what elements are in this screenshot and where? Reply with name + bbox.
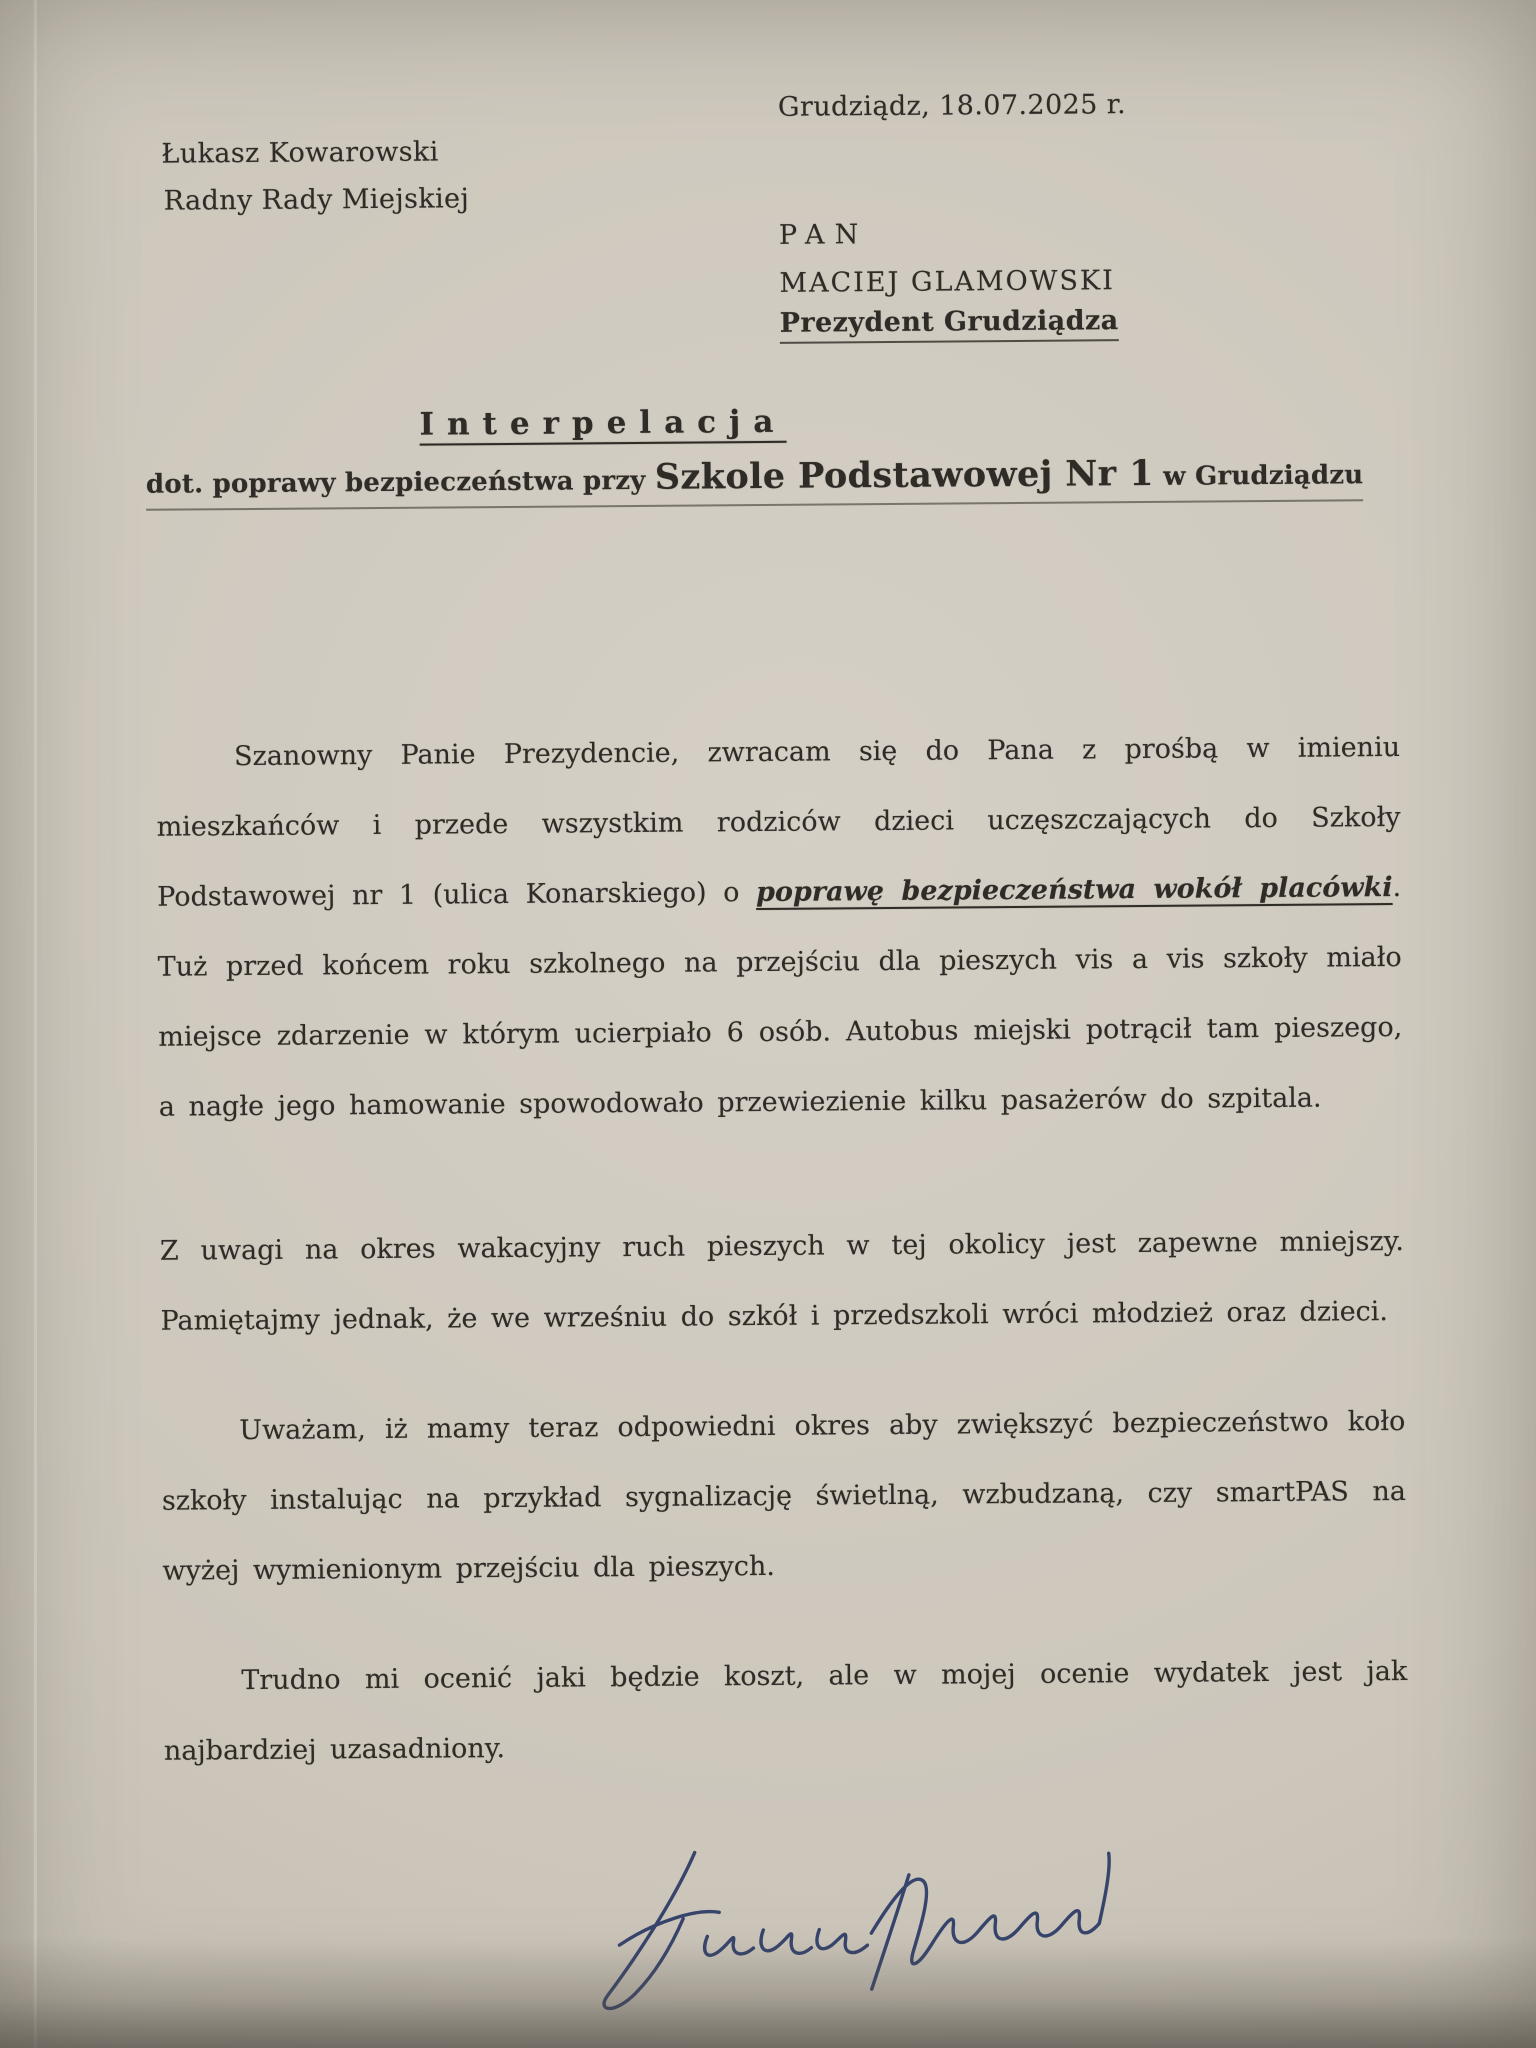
- letter-title: Interpelacja: [419, 403, 787, 443]
- letter-body: [156, 713, 1408, 1787]
- paragraph-3: Uważam, iż mamy teraz odpowiedni okres aby zwiększyć bezpieczeństwo koło szkoły instalując na przykład sygnalizację świetlną, wzbudzaną, czy smartPAS na wyżej wymienionym przejściu dla pieszych.: [161, 1405, 1407, 1587]
- letter-subject: [145, 452, 1364, 511]
- recipient-salutation: PAN: [778, 219, 869, 251]
- subject-suffix: w Grudziądzu: [1153, 460, 1364, 492]
- subject-prefix: dot. poprawy bezpieczeństwa przy: [145, 465, 655, 500]
- paragraph-1-emphasis: poprawę bezpieczeństwa wokół placówki: [755, 872, 1393, 909]
- sender-title: Radny Rady Miejskiej: [163, 183, 470, 217]
- paragraph-1-text-after: . Tuż przed końcem roku szkolnego na przejściu dla pieszych vis a vis szkoły miało miejsce zdarzenie w którym ucierpiało 6 osób. Autobus miejski potrącił tam pieszego, a nagłe jego hamowanie spowodowało przewiezienie kilku pasażerów do szpitala.: [157, 871, 1403, 1123]
- paragraph-4: Trudno mi ocenić jaki będzie koszt, ale w mojej ocenie wydatek jest jak najbardziej uzasadniony.: [163, 1655, 1408, 1767]
- recipient-title: Prezydent Grudziądza: [780, 305, 1119, 344]
- paragraph-2: Z uwagi na okres wakacyjny ruch pieszych w tej okolicy jest zapewne mniejszy. Pamiętajmy jednak, że we wrześniu do szkół i przedszkoli wróci młodzież oraz dzieci.: [159, 1225, 1405, 1337]
- paper-edge-line: [33, 0, 37, 2048]
- handwritten-signature: [561, 1819, 1143, 2044]
- paragraph-1-text: Szanowny Panie Prezydencie, zwracam się do Pana z prośbą w imieniu mieszkańców i przede wszystkim rodziców dzieci uczęszczających do Szkoły Podstawowej nr 1 (ulica Konarskiego) o: [156, 731, 1401, 913]
- sender-name: Łukasz Kowarowski: [161, 136, 439, 170]
- paragraph-1: [156, 713, 1403, 1143]
- date-line: Grudziądz, 18.07.2025 r.: [777, 89, 1127, 123]
- subject-emphasis: Szkole Podstawowej Nr 1: [654, 452, 1155, 498]
- recipient-name: MACIEJ GLAMOWSKI: [779, 265, 1115, 299]
